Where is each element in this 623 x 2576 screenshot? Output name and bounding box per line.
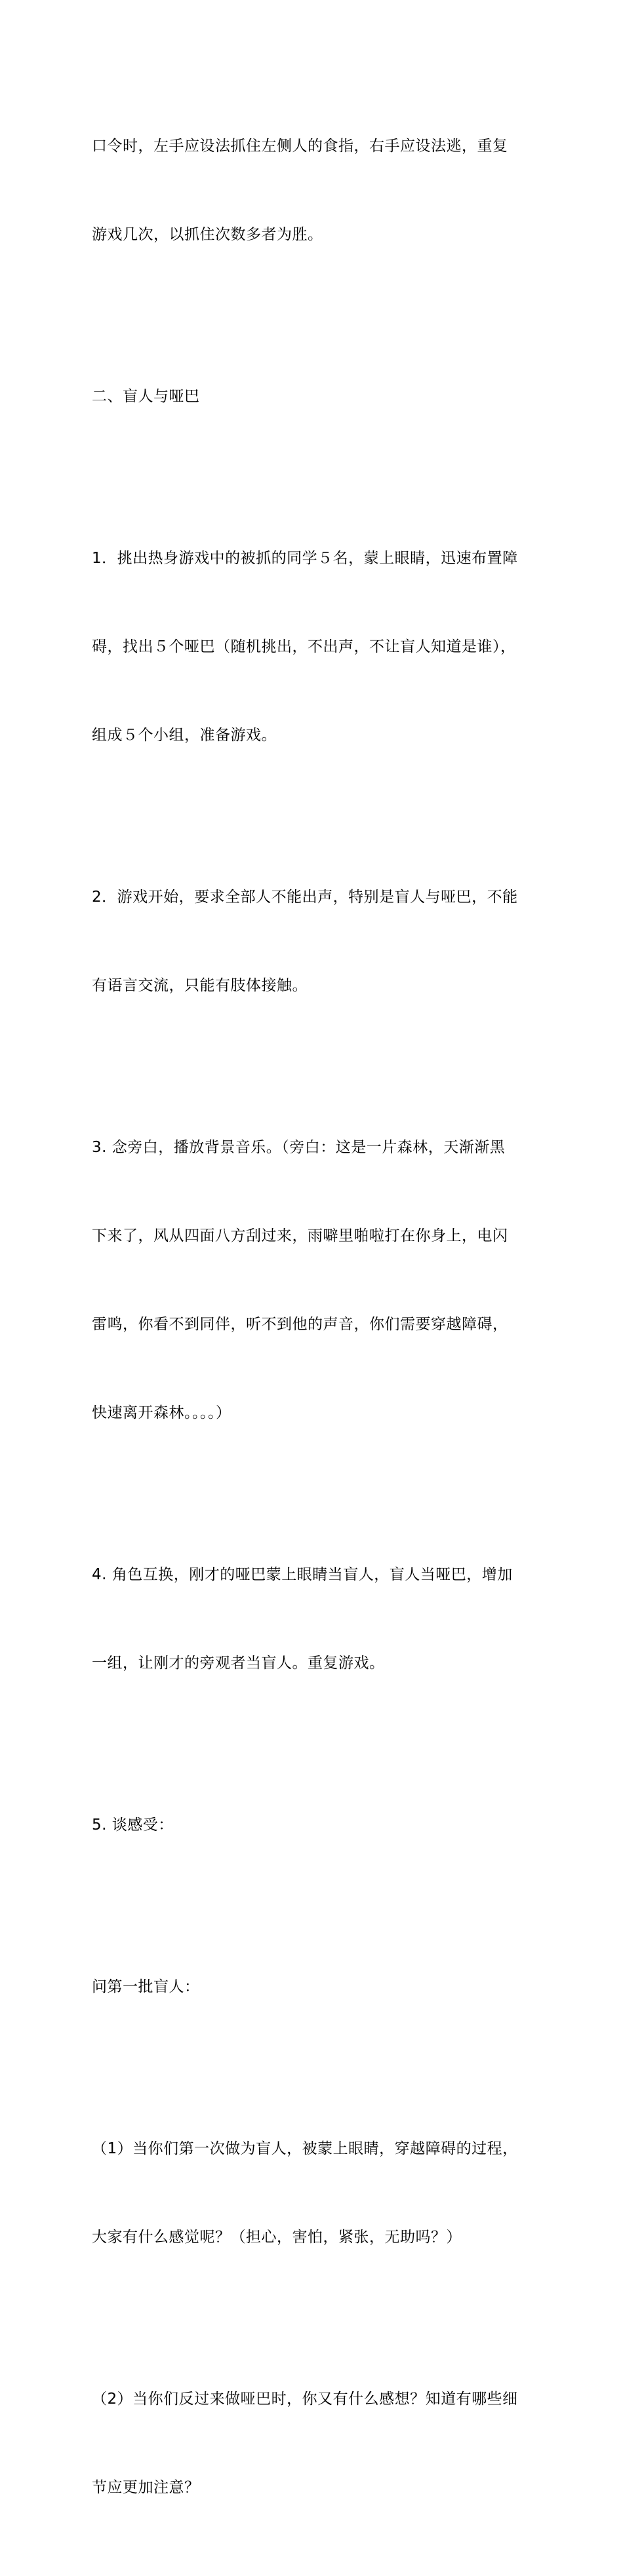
paragraph-question-1 <box>92 2075 538 2311</box>
paragraph-intro <box>92 73 538 309</box>
document-page <box>92 73 538 2576</box>
text-line: 快速离开森林。。。。） <box>92 1404 231 1421</box>
text-line: 下来了，风从四面八方刮过来，雨噼里啪啦打在你身上，电闪 <box>92 1227 508 1244</box>
paragraph-step-1 <box>92 485 538 809</box>
paragraph-step-3 <box>92 1074 538 1487</box>
text-line: 1．挑出热身游戏中的被抓的同学５名，蒙上眼睛，迅速布置障 <box>92 550 518 567</box>
text-line: 游戏几次，以抓住次数多者为胜。 <box>92 226 323 243</box>
text-line: 一组，让刚才的旁观者当盲人。重复游戏。 <box>92 1655 385 1672</box>
paragraph-question-intro <box>92 1913 538 2061</box>
text-line: 节应更加注意？ <box>92 2479 200 2496</box>
text-line: 3. 念旁白，播放背景音乐。（旁白：这是一片森林，天渐渐黑 <box>92 1139 506 1156</box>
text-line: 问第一批盲人： <box>92 1978 200 1995</box>
text-line: 有语言交流，只能有肢体接触。 <box>92 977 308 994</box>
text-line: （2）当你们反过来做哑巴时，你又有什么感想？知道有哪些细 <box>92 2391 518 2408</box>
text-line: 碍，找出５个哑巴（随机挑出，不出声，不让盲人知道是谁）， <box>92 638 516 655</box>
text-line: 雷鸣，你看不到同伴，听不到他的声音，你们需要穿越障碍， <box>92 1316 508 1333</box>
text-line: 组成５个小组，准备游戏。 <box>92 727 277 744</box>
text-line: 2．游戏开始，要求全部人不能出声，特别是盲人与哑巴，不能 <box>92 889 518 906</box>
text-line: 大家有什么感觉呢？（担心，害怕，紧张，无助吗？） <box>92 2229 462 2246</box>
text-line: 5. 谈感受： <box>92 1817 174 1834</box>
text-line: 口令时，左手应设法抓住左侧人的食指，右手应设法逃，重复 <box>92 138 508 155</box>
paragraph-step-5 <box>92 1752 538 1899</box>
paragraph-step-2 <box>92 824 538 1060</box>
paragraph-step-4 <box>92 1501 538 1737</box>
section-heading <box>92 323 538 471</box>
text-line: 4. 角色互换，刚才的哑巴蒙上眼睛当盲人，盲人当哑巴，增加 <box>92 1566 513 1583</box>
text-line: 二、盲人与哑巴 <box>92 388 200 405</box>
text-line: （1）当你们第一次做为盲人，被蒙上眼睛，穿越障碍的过程， <box>92 2140 518 2157</box>
paragraph-question-2 <box>92 2326 538 2562</box>
